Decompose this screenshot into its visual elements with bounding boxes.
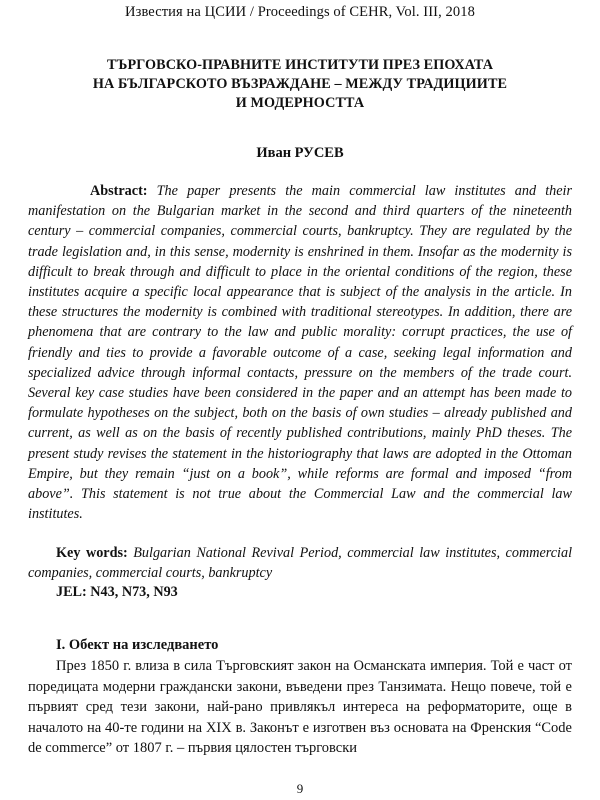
body-paragraph <box>28 656 572 759</box>
title-line: ТЪРГОВСКО-ПРАВНИТЕ ИНСТИТУТИ ПРЕЗ ЕПОХАТА <box>106 57 494 73</box>
keywords <box>28 543 572 583</box>
section-heading: I. Обект на изследването <box>56 637 219 653</box>
body-paragraph-text: През 1850 г. влиза в сила Търговският закон на Османската империя. Той е част от поредицата модерни граждански закони, въведени през Танзимата. Нещо повече, той е първият сред тези закони, най-рано привлякъл интереса на реформаторите, още в началото на 40-те години на XIX в. Законът е изготвен въз основата на Френския “Code de commerce” от 1807 г. – първия цялостен търговски <box>28 658 572 757</box>
article-title <box>30 56 570 113</box>
title-line: НА БЪЛГАРСКОТО ВЪЗРАЖДАНЕ – МЕЖДУ ТРАДИЦИИТЕ <box>92 76 508 92</box>
author-name: Иван РУСЕВ <box>256 145 344 161</box>
abstract-text: The paper presents the main commercial law institutes and their manifestation on the Bulgarian market in the second and third quarters of the nineteenth century – commercial companies, commercial courts, bankruptcy. They are regulated by the trade legislation and, in this sense, modernity is enshrined in them. Insofar as the modernity is difficult to break through and difficult to place in the oriental conditions of the region, these institutes acquire a specific local appearance that is subject of the analysis in the article. In these structures the modernity is combined with traditional stereotypes. In addition, there are phenomena that are contrary to the law and public morality: corrupt practices, the use of friendly and ties to provide a favorable outcome of a case, seeking legal information and specialized advice through informal contacts, pressure on the members of the trade court. Several key case studies have been considered in the paper and an attempt has been made to formulate hypotheses on the subject, both on the basis of own studies – already published and current, as well as on the basis of recently published contributions, mainly PhD theses. The present study revises the statement in the historiography that laws are adopted in the Ottoman Empire, but they remain “just on a book”, while reforms are formal and imposed “from above”. This statement is not true about the Commercial Law and the commercial law institutes. <box>28 183 572 523</box>
abstract-label: Abstract: <box>90 183 148 199</box>
page-number: 9 <box>296 781 304 796</box>
title-line: И МОДЕРНОСТТА <box>235 95 365 111</box>
abstract <box>28 181 572 524</box>
keywords-text: Bulgarian National Revival Period, commercial law institutes, commercial companies, commercial courts, bankruptcy <box>28 545 573 582</box>
jel-codes: JEL: N43, N73, N93 <box>56 584 178 600</box>
keywords-label: Key words: <box>56 545 128 561</box>
running-header: Известия на ЦСИИ / Proceedings of CEHR, Vol. III, 2018 <box>125 4 475 20</box>
